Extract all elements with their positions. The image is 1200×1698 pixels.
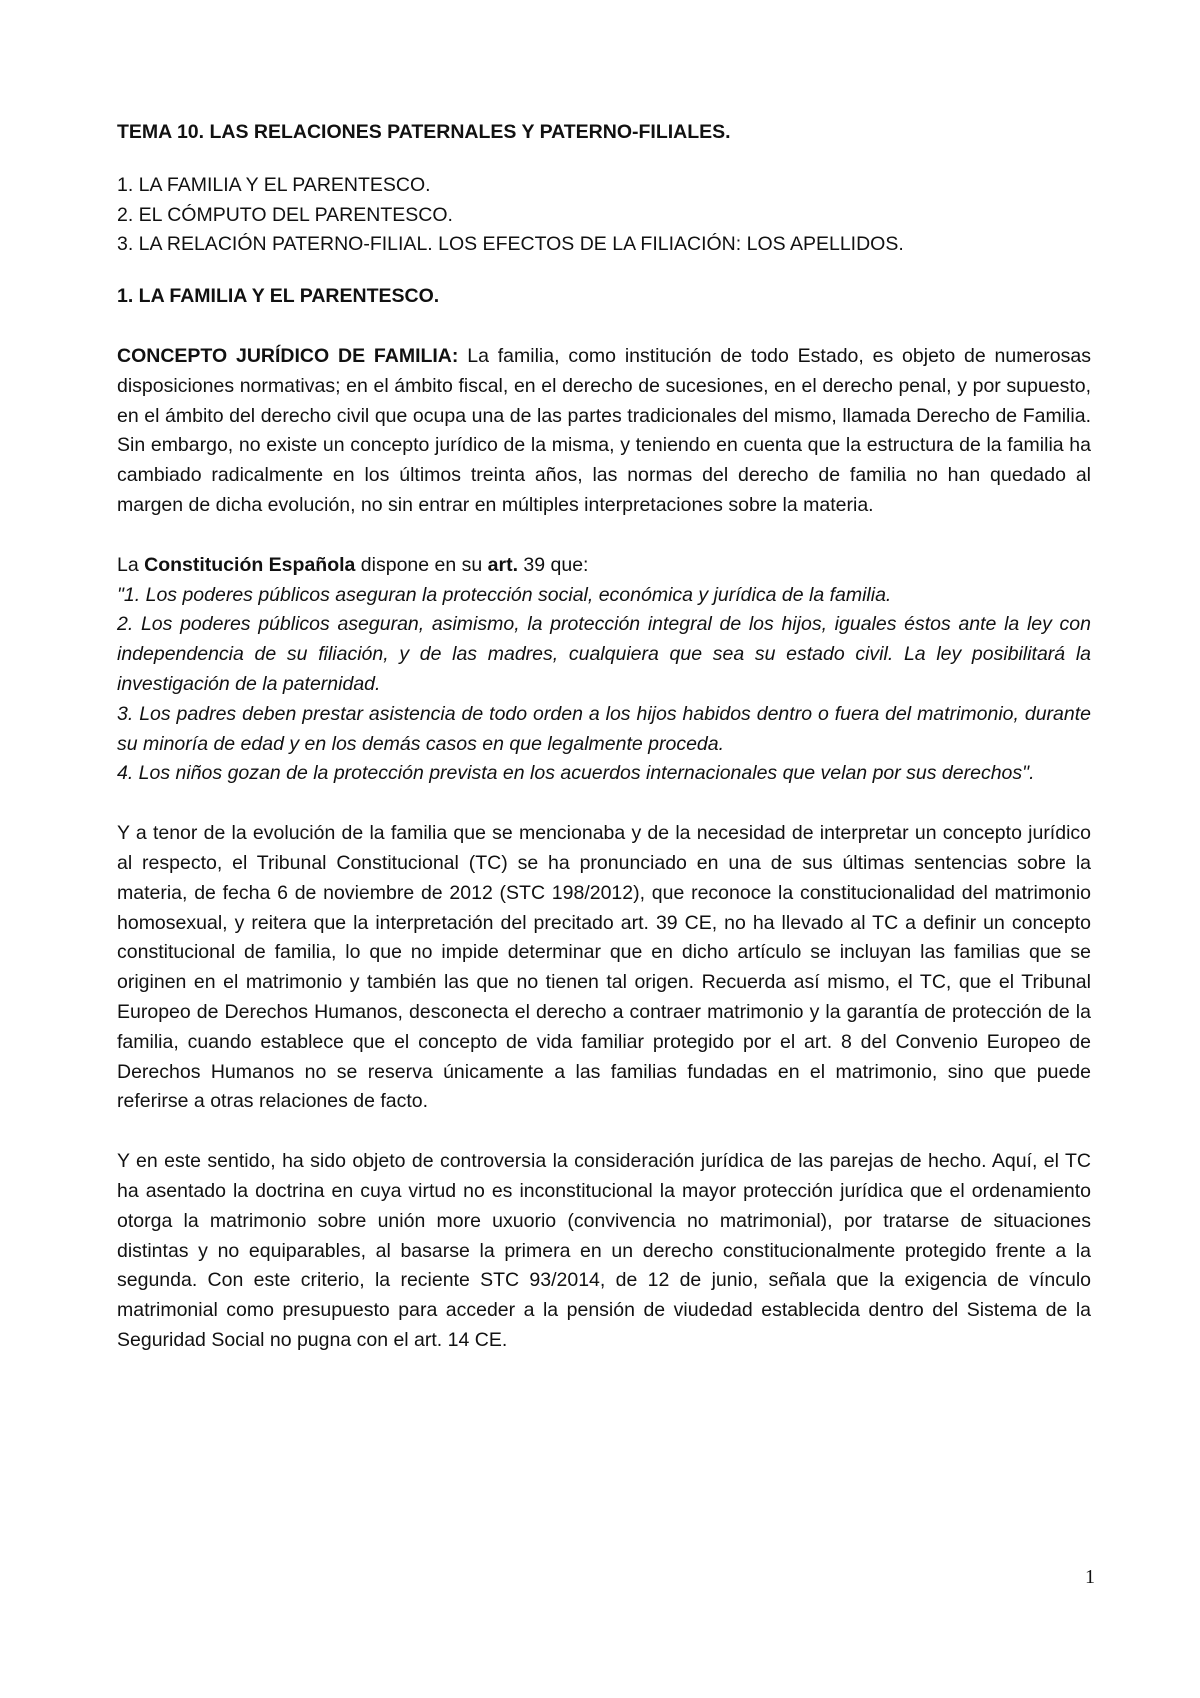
quote-item: "1. Los poderes públicos aseguran la protección social, económica y jurídica de la familia.: [117, 583, 892, 606]
concept-label: CONCEPTO JURÍDICO DE FAMILIA:: [117, 344, 459, 367]
concept-paragraph: [117, 342, 1091, 521]
page-number: 1: [1085, 1566, 1095, 1588]
intro-bold-text: Constitución Española: [144, 553, 356, 576]
quote-item: 3. Los padres deben prestar asistencia de todo orden a los hijos habidos dentro o fuera del matrimonio, durante su minoría de edad y en los demás casos en que legalmente proceda.: [117, 702, 1091, 755]
concept-text: La familia, como institución de todo Estado, es objeto de numerosas disposiciones normativas; en el ámbito fiscal, en el derecho de sucesiones, en el derecho penal, y por supuesto, en el ámbito del derecho civil que ocupa una de las partes tradicionales del mismo, llamada Derecho de Familia. Sin embargo, no existe un concepto jurídico de la misma, y teniendo en cuenta que la estructura de la familia ha cambiado radicalmente en los últimos treinta años, las normas del derecho de familia no han quedado al margen de dicha evolución, no sin entrar en múltiples interpretaciones sobre la materia.: [117, 344, 1091, 516]
toc-item: 2. EL CÓMPUTO DEL PARENTESCO.: [117, 203, 453, 226]
constitution-intro: [117, 551, 1091, 581]
intro-bold-text: art.: [487, 553, 518, 576]
section-heading: 1. LA FAMILIA Y EL PARENTESCO.: [117, 285, 440, 308]
intro-text: La: [117, 553, 145, 576]
intro-text: 39 que:: [518, 553, 589, 576]
intro-text: dispone en su: [355, 553, 488, 576]
quote-item: 4. Los niños gozan de la protección prevista en los acuerdos internacionales que velan por sus derechos".: [117, 762, 1035, 785]
toc-item: 1. LA FAMILIA Y EL PARENTESCO.: [117, 173, 431, 196]
quote-item: 2. Los poderes públicos aseguran, asimismo, la protección integral de los hijos, iguales éstos ante la ley con independencia de su filiación, y de las madres, cualquiera que sea su estado civil. La ley posibilitará la investigación de la paternidad.: [117, 613, 1091, 695]
toc-item: 3. LA RELACIÓN PATERNO-FILIAL. LOS EFECTOS DE LA FILIACIÓN: LOS APELLIDOS.: [117, 233, 904, 256]
constitution-quote-block: [117, 551, 1091, 789]
body-paragraph: Y en este sentido, ha sido objeto de controversia la consideración jurídica de las parejas de hecho. Aquí, el TC ha asentado la doctrina en cuya virtud no es inconstitucional la mayor protección jurídica que el ordenamiento otorga la matrimonio sobre unión more uxuorio (convivencia no matrimonial), por tratarse de situaciones distintas y no equiparables, al basarse la primera en un derecho constitucionalmente protegido frente a la segunda. Con este criterio, la reciente STC 93/2014, de 12 de junio, señala que la exigencia de vínculo matrimonial como presupuesto para acceder a la pensión de viudedad establecida dentro del Sistema de la Seguridad Social no pugna con el art. 14 CE.: [117, 1150, 1091, 1351]
body-paragraph: Y a tenor de la evolución de la familia que se mencionaba y de la necesidad de interpretar un concepto jurídico al respecto, el Tribunal Constitucional (TC) se ha pronunciado en una de sus últimas sentencias sobre la materia, de fecha 6 de noviembre de 2012 (STC 198/2012), que reconoce la constitucionalidad del matrimonio homosexual, y reitera que la interpretación del precitado art. 39 CE, no ha llevado al TC a definir un concepto constitucional de familia, lo que no impide determinar que en dicho artículo se incluyan las familias que se originen en el matrimonio y también las que no tienen tal origen. Recuerda así mismo, el TC, que el Tribunal Europeo de Derechos Humanos, desconecta el derecho a contraer matrimonio y la garantía de protección de la familia, cuando establece que el concepto de vida familiar protegido por el art. 8 del Convenio Europeo de Derechos Humanos no se reserva únicamente a las familias fundadas en el matrimonio, sino que puede referirse a otras relaciones de facto.: [117, 822, 1091, 1113]
document-page: [117, 118, 1091, 1386]
document-title: TEMA 10. LAS RELACIONES PATERNALES Y PATERNO-FILIALES.: [117, 121, 731, 143]
table-of-contents: [117, 171, 1091, 260]
